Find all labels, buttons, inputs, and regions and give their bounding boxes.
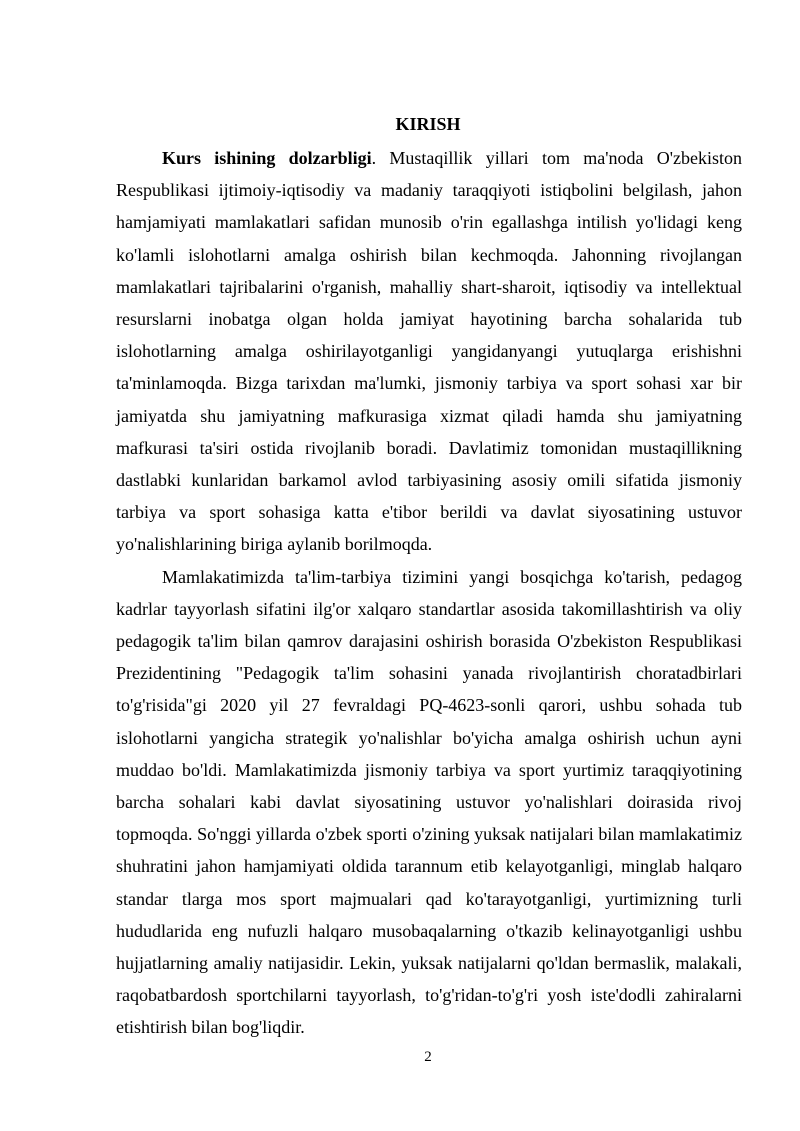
paragraph-relevance — [116, 142, 742, 561]
page-number: 2 — [424, 1049, 432, 1065]
body-text — [116, 142, 742, 1044]
paragraph-lead: Kurs ishining dolzarbligi — [162, 148, 372, 168]
paragraph-text: . Mustaqillik yillari tom ma'noda O'zbekiston Respublikasi ijtimoiy-iqtisodiy va madaniy taraqqiyoti istiqbolini belgilash, jahon hamjamiyati mamlakatlari safidan munosib o'rin egallashga intilish yo'lidagi keng ko'lamli islohotlarni amalga oshirish bilan kechmoqda. Jahonning rivojlangan mamlakatlari tajribalarini o'rganish, mahalliy shart-sharoit, iqtisodiy va intellektual resurslarni inobatga olgan holda jamiyat hayotining barcha sohalarida tub islohotlarning amalga oshirilayotganligi yangidanyangi yutuqlarga erishishni ta'minlamoqda. Bizga tarixdan ma'lumki, jismoniy tarbiya va sport sohasi xar bir jamiyatda shu jamiyatning mafkurasiga xizmat qiladi hamda shu jamiyatning mafkurasi ta'siri ostida rivojlanib boradi. Davlatimiz tomonidan mustaqillikning dastlabki kunlaridan barkamol avlod tarbiyasining asosiy omili sifatida jismoniy tarbiya va sport sohasiga katta e'tibor berildi va davlat siyosatining ustuvor yo'nalishlarining biriga aylanib borilmoqda. — [116, 148, 742, 555]
paragraph-reforms — [116, 561, 742, 1044]
paragraph-text: Mamlakatimizda ta'lim-tarbiya tizimini yangi bosqichga ko'tarish, pedagog kadrlar tayyorlash sifatini ilg'or xalqaro standartlar asosida takomillashtirish va oliy pedagogik ta'lim bilan qamrov darajasini oshirish borasida O'zbekiston Respublikasi Prezidentining "Pedagogik ta'lim sohasini yanada rivojlantirish choratadbirlari to'g'risida"gi 2020 yil 27 fevraldagi PQ-4623-sonli qarori, ushbu sohada tub islohotlarni yangicha strategik yo'nalishlar bo'yicha amalga oshirish uchun ayni muddao bo'ldi. Mamlakatimizda jismoniy tarbiya va sport yurtimiz taraqqiyotining barcha sohalari kabi davlat siyosatining ustuvor yo'nalishlari doirasida rivoj topmoqda. So'nggi yillarda o'zbek sporti o'zining yuksak natijalari bilan mamlakatimiz shuhratini jahon hamjamiyati oldida tarannum etib kelayotganligi, minglab halqaro standar tlarga mos sport majmualari qad ko'tarayotganligi, yurtimizning turli hududlarida eng nufuzli halqaro musobaqalarning o'tkazib kelinayotganligi ushbu hujjatlarning amaliy natijasidir. Lekin, yuksak natijalarni qo'ldan bermaslik, malakali, raqobatbardosh sportchilarni tayyorlash, to'g'ridan-to'g'ri yosh iste'dodli zahiralarni etishtirish bilan bog'liqdir. — [116, 566, 742, 1038]
page-title: KIRISH — [395, 114, 461, 134]
